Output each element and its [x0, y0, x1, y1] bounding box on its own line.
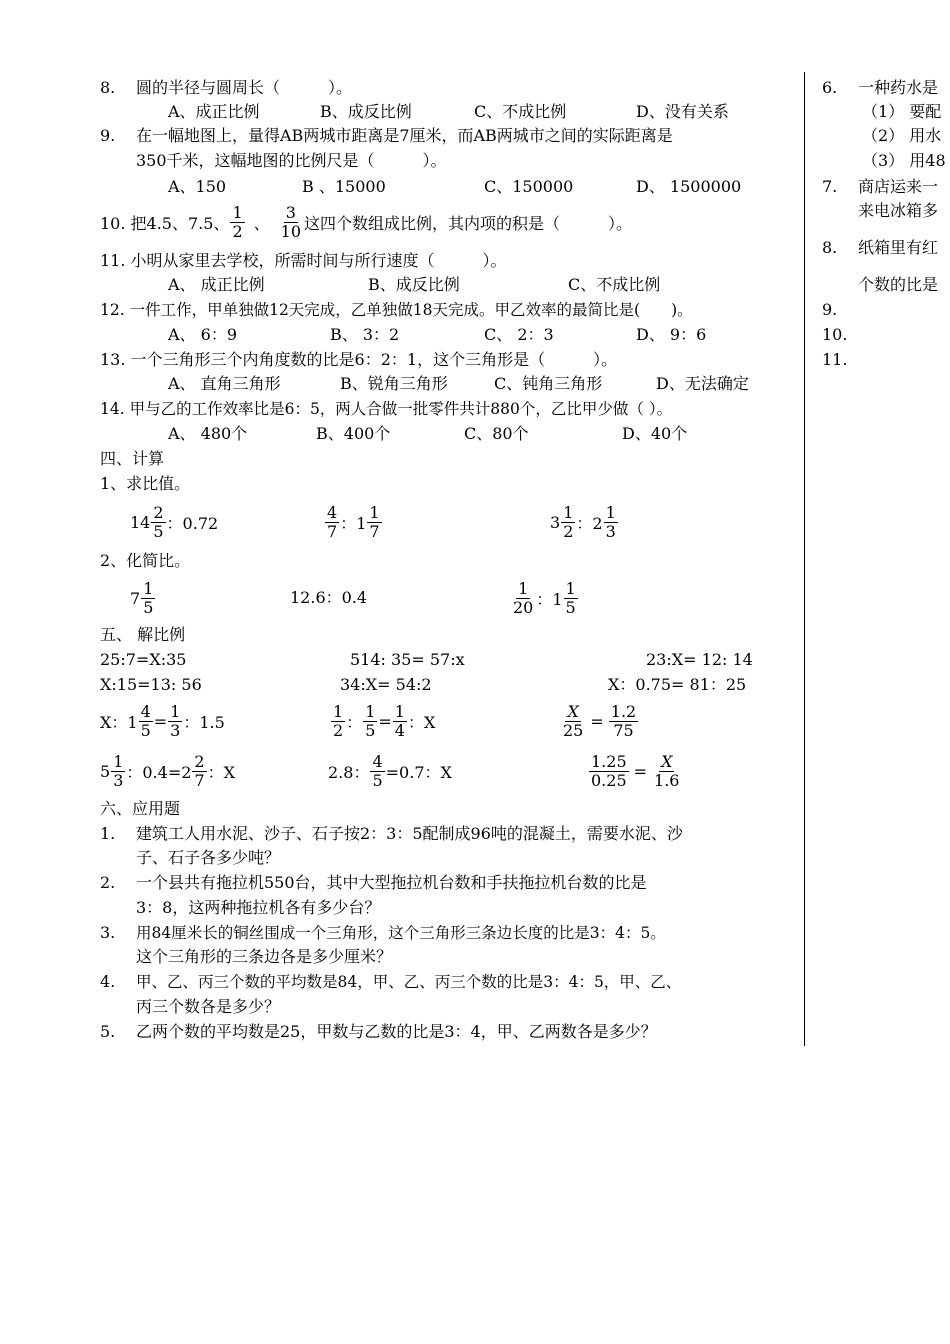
- proportion-8-fraction-c: $\frac{1}{4}$: [394, 701, 405, 740]
- q8-option-b: B、成反比例: [320, 102, 412, 121]
- app-1-line1: 建筑工人用水泥、沙子、石子按2：3：5配制成96吨的混凝土，需要水泥、沙: [136, 824, 683, 843]
- q12-option-b: B、 3：2: [330, 325, 400, 344]
- proportion-9-fraction-b: $\frac{1.2}{75}$: [610, 701, 637, 740]
- proportion-10-fraction-b: $\frac{2}{7}$: [194, 751, 205, 790]
- q10-fraction-1: $\frac{1}{2}$: [232, 202, 243, 241]
- proportion-6: X：0.75= 81：25: [608, 675, 747, 694]
- proportion-12: $\frac{1.25}{0.25}$ = $\frac{X}{1.6}$: [591, 751, 680, 790]
- simplify-3: $\frac{1}{20}$ ：1 $\frac{1}{5}$: [513, 578, 576, 617]
- q13-text: 13. 一个三角形三个内角度数的比是6：2：1，这个三角形是（ ）。: [100, 350, 618, 369]
- right-q7-line1: 商店运来一: [858, 177, 939, 196]
- q9-option-b: B 、15000: [302, 177, 386, 196]
- right-q8-line2: 个数的比是: [858, 275, 939, 294]
- right-q8-line1: 纸箱里有红: [858, 238, 939, 257]
- q13-option-a: A、 直角三角形: [168, 374, 281, 393]
- proportion-8-fraction-b: $\frac{1}{5}$: [365, 701, 376, 740]
- q10-separator: 、: [253, 213, 270, 233]
- proportion-10: 5 $\frac{1}{3}$ ：0.4=2 $\frac{2}{7}$ ：X: [100, 751, 236, 790]
- q8-option-a: A、成正比例: [168, 102, 260, 121]
- proportion-8-fraction-a: $\frac{1}{2}$: [333, 701, 344, 740]
- proportion-3: 23:X= 12: 14: [646, 650, 753, 669]
- app-3-number: 3.: [100, 923, 116, 942]
- proportion-12-fraction-b: $\frac{X}{1.6}$: [654, 751, 680, 790]
- right-q7-line2: 来电冰箱多: [858, 201, 939, 220]
- app-1-number: 1.: [100, 824, 116, 843]
- section-4-heading: 四、计算: [100, 449, 165, 468]
- right-q8-number: 8.: [822, 238, 838, 257]
- proportion-11: 2.8： $\frac{4}{5}$ =0.7：X: [328, 751, 452, 790]
- simplify-3-fraction-b: $\frac{1}{5}$: [565, 578, 576, 617]
- q10-fraction-2: $\frac{3}{10}$: [280, 202, 301, 241]
- proportion-5: 34:X= 54:2: [340, 675, 432, 694]
- right-q11-number: 11.: [822, 350, 848, 369]
- q10-suffix: 这四个数组成比例，其内项的积是（ ）。: [304, 213, 633, 233]
- q14-option-d: D、40个: [622, 424, 688, 443]
- q13-option-d: D、无法确定: [656, 374, 749, 393]
- right-q6-part1: （1） 要配: [862, 102, 942, 121]
- q9-number: 9.: [100, 126, 116, 145]
- proportion-7-fraction-a: $\frac{4}{5}$: [140, 701, 151, 740]
- q10-prefix: 10. 把4.5、7.5、: [100, 213, 230, 233]
- proportion-9-fraction-a: $\frac{X}{25}$: [563, 701, 584, 740]
- q14-option-a: A、 480个: [168, 424, 248, 443]
- subsection-2-heading: 2、化简比。: [100, 551, 191, 570]
- app-5-number: 5.: [100, 1022, 116, 1041]
- q8-option-d: D、没有关系: [636, 102, 729, 121]
- proportion-12-fraction-a: $\frac{1.25}{0.25}$: [591, 751, 627, 790]
- q12-text: 12. 一件工作，甲单独做12天完成，乙单独做18天完成。甲乙效率的最简比是( )。: [100, 301, 693, 319]
- right-q9-number: 9.: [822, 300, 838, 319]
- app-2-number: 2.: [100, 873, 116, 892]
- proportion-9: $\frac{X}{25}$ = $\frac{1.2}{75}$: [563, 701, 637, 740]
- app-4-line1: 甲、乙、丙三个数的平均数是84，甲、乙、丙三个数的比是3：4：5，甲、乙、: [136, 973, 682, 991]
- q12-option-c: C、 2：3: [484, 325, 554, 344]
- q8-number: 8.: [100, 78, 116, 97]
- proportion-10-fraction-a: $\frac{1}{3}$: [113, 751, 124, 790]
- section-6-heading: 六、应用题: [100, 799, 181, 818]
- q12-option-d: D、 9：6: [636, 325, 707, 344]
- proportion-7-fraction-b: $\frac{1}{3}$: [170, 701, 181, 740]
- ratio-1-fraction: $\frac{2}{5}$: [153, 502, 164, 541]
- q8-text: 圆的半径与圆周长（ ）。: [136, 78, 353, 97]
- simplify-1: 7 $\frac{1}{5}$: [130, 578, 154, 617]
- right-q6-part3: （3） 用48: [862, 151, 946, 170]
- section-5-heading: 五、 解比例: [100, 625, 186, 644]
- q14-text: 14. 甲与乙的工作效率比是6：5，两人合做一批零件共计880个，乙比甲少做（ ）。: [100, 400, 673, 418]
- simplify-3-fraction-a: $\frac{1}{20}$: [513, 578, 534, 617]
- proportion-2: 514: 35= 57:x: [350, 650, 465, 669]
- proportion-8: $\frac{1}{2}$ ： $\frac{1}{5}$ = $\frac{1}{4}$ ：X: [333, 701, 436, 740]
- subsection-1-heading: 1、求比值。: [100, 474, 191, 493]
- right-q6-number: 6.: [822, 78, 838, 97]
- ratio-2: $\frac{4}{7}$ ：1 $\frac{1}{7}$: [327, 502, 380, 541]
- simplify-2: 12.6：0.4: [290, 588, 368, 607]
- q13-option-b: B、锐角三角形: [340, 374, 448, 393]
- ratio-3-fraction-b: $\frac{1}{3}$: [605, 502, 616, 541]
- q9-option-c: C、150000: [484, 177, 574, 196]
- simplify-1-fraction: $\frac{1}{5}$: [143, 578, 154, 617]
- column-divider: [804, 72, 805, 1046]
- q8-option-c: C、不成比例: [474, 102, 567, 121]
- ratio-1: 14 $\frac{2}{5}$ ：0.72: [130, 502, 219, 541]
- proportion-7: X：1 $\frac{4}{5}$ = $\frac{1}{3}$ ：1.5: [100, 701, 225, 740]
- q10: [100, 197, 632, 247]
- q11-option-b: B、成反比例: [368, 275, 460, 294]
- proportion-11-fraction: $\frac{4}{5}$: [372, 751, 383, 790]
- app-3-line1: 用84厘米长的铜丝围成一个三角形，这个三角形三条边长度的比是3：4：5。: [136, 924, 666, 942]
- ratio-3: 3 $\frac{1}{2}$ ：2 $\frac{1}{3}$: [550, 502, 616, 541]
- app-4-number: 4.: [100, 972, 116, 991]
- q9-line1: 在一幅地图上，量得AB两城市距离是7厘米，而AB两城市之间的实际距离是: [136, 126, 673, 145]
- q11-text: 11. 小明从家里去学校，所需时间与所行速度（ ）。: [100, 251, 507, 270]
- proportion-4: X:15=13: 56: [100, 675, 202, 694]
- q11-option-a: A、 成正比例: [168, 275, 265, 294]
- q12-option-a: A、 6：9: [168, 325, 238, 344]
- app-2-line1: 一个县共有拖拉机550台，其中大型拖拉机台数和手扶拖拉机台数的比是: [136, 873, 647, 892]
- proportion-1: 25:7=X:35: [100, 650, 187, 669]
- q13-option-c: C、钝角三角形: [494, 374, 603, 393]
- app-3-line2: 这个三角形的三条边各是多少厘米？: [136, 947, 393, 966]
- app-1-line2: 子、石子各多少吨？: [136, 848, 281, 867]
- app-2-line2: 3：8，这两种拖拉机各有多少台？: [136, 898, 381, 917]
- q9-option-a: A、150: [168, 177, 227, 196]
- q9-option-d: D、 1500000: [636, 177, 742, 196]
- q11-option-c: C、不成比例: [568, 275, 661, 294]
- ratio-2-fraction-a: $\frac{4}{7}$: [327, 502, 338, 541]
- ratio-3-fraction-a: $\frac{1}{2}$: [563, 502, 574, 541]
- q14-option-b: B、400个: [316, 424, 391, 443]
- right-q7-number: 7.: [822, 177, 838, 196]
- right-q10-number: 10.: [822, 325, 848, 344]
- q9-line2: 350千米，这幅地图的比例尺是（ ）。: [136, 151, 447, 170]
- ratio-2-fraction-b: $\frac{1}{7}$: [369, 502, 380, 541]
- q14-option-c: C、80个: [464, 424, 529, 443]
- right-q6-text: 一种药水是: [858, 78, 939, 97]
- app-4-line2: 丙三个数各是多少？: [136, 997, 281, 1016]
- app-5-line1: 乙两个数的平均数是25，甲数与乙数的比是3：4，甲、乙两数各是多少？: [136, 1022, 657, 1041]
- right-q6-part2: （2） 用水: [862, 126, 942, 145]
